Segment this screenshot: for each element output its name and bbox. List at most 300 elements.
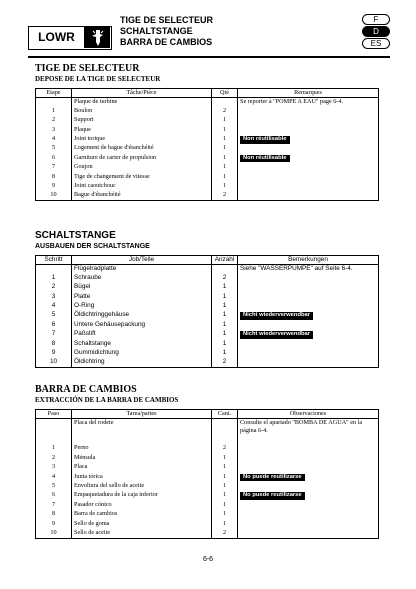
step-cell-text: 7 — [51, 163, 56, 171]
header-rule — [28, 56, 390, 58]
not-reusable-badge: Non réutilisable — [240, 155, 290, 163]
part-cell — [72, 435, 212, 444]
step-cell-text: 10 — [50, 528, 57, 536]
step-cell-text: 2 — [51, 283, 56, 291]
remark-cell-text: Siehe "WASSERPUMPE" auf Seite 6-4. — [240, 265, 353, 272]
column-header: Tâche/Pièce — [72, 89, 212, 98]
qty-cell — [212, 154, 238, 163]
step-cell-text: 9 — [51, 349, 56, 357]
part-cell-text: Garniture de carter de propulsion — [74, 153, 157, 161]
table-row — [36, 283, 379, 292]
table-row — [36, 491, 379, 500]
part-cell-text: Plaque de turbine — [74, 98, 118, 105]
qty-cell-text: 1 — [222, 182, 227, 190]
step-cell-text: 4 — [51, 302, 56, 310]
not-reusable-badge: Nicht wiederverwendbar — [240, 312, 313, 320]
remark-cell — [238, 173, 379, 182]
section-de — [35, 230, 378, 368]
page-header — [28, 14, 390, 54]
part-cell — [72, 135, 212, 144]
qty-cell — [212, 330, 238, 339]
remark-cell — [238, 491, 379, 500]
remark-cell — [238, 444, 379, 453]
table-row — [36, 482, 379, 491]
step-cell — [36, 311, 72, 320]
qty-cell — [212, 454, 238, 463]
column-header: Tarea/partes — [72, 410, 212, 419]
not-reusable-badge: No puede reutilizarse — [240, 474, 305, 482]
table-row — [36, 116, 379, 125]
remark-cell — [238, 126, 379, 135]
qty-cell — [212, 116, 238, 125]
section-title: BARRA DE CAMBIOS — [35, 384, 137, 395]
part-cell-text: Platte — [74, 292, 91, 300]
qty-cell-text: 1 — [222, 481, 227, 489]
table-row — [36, 265, 379, 274]
part-cell — [72, 482, 212, 491]
column-header: Cant. — [212, 410, 238, 419]
remark-cell — [238, 435, 379, 444]
table-row — [36, 358, 379, 367]
step-cell-text: 3 — [51, 125, 56, 133]
table-row — [36, 529, 379, 538]
remark-cell — [238, 98, 379, 107]
step-cell-text: 4 — [51, 135, 56, 143]
step-cell — [36, 349, 72, 358]
step-cell — [36, 126, 72, 135]
step-cell — [36, 473, 72, 482]
qty-cell — [212, 473, 238, 482]
qty-cell — [212, 444, 238, 453]
step-cell-text: 2 — [51, 116, 56, 124]
section-subtitle: EXTRACCIÓN DE LA BARRA DE CAMBIOS — [35, 396, 179, 404]
remark-cell — [238, 302, 379, 311]
qty-cell — [212, 501, 238, 510]
chapter-label: LOWR — [29, 27, 85, 48]
step-cell-text: 9 — [51, 182, 56, 190]
part-cell — [72, 501, 212, 510]
qty-cell — [212, 435, 238, 444]
step-cell-text: 3 — [51, 292, 56, 300]
part-cell-text: Perno — [74, 444, 89, 452]
qty-cell-text: 1 — [222, 144, 227, 152]
remark-cell — [238, 529, 379, 538]
step-cell-text: 7 — [51, 500, 56, 508]
step-cell — [36, 529, 72, 538]
part-cell-text: Paßstift — [74, 330, 96, 338]
step-cell-text: 9 — [51, 519, 56, 527]
table-row — [36, 126, 379, 135]
not-reusable-badge: Non réutilisable — [240, 136, 290, 144]
step-cell — [36, 340, 72, 349]
qty-cell-text: 1 — [222, 302, 227, 310]
part-cell — [72, 419, 212, 436]
remark-cell — [238, 330, 379, 339]
step-cell-text: 5 — [51, 311, 56, 319]
qty-cell — [212, 482, 238, 491]
remark-cell-text: Se reporter à "POMPE A EAU" page 6-4. — [240, 98, 344, 105]
qty-cell — [212, 293, 238, 302]
part-cell — [72, 321, 212, 330]
remark-cell — [238, 163, 379, 172]
section-subtitle: DEPOSE DE LA TIGE DE SELECTEUR — [35, 75, 161, 83]
part-cell — [72, 444, 212, 453]
part-cell — [72, 491, 212, 500]
step-cell-text: 6 — [51, 320, 56, 328]
qty-cell-text: 1 — [222, 339, 227, 347]
qty-cell-text: 1 — [222, 283, 227, 291]
step-cell — [36, 435, 72, 444]
table-row — [36, 182, 379, 191]
qty-cell-text: 1 — [222, 491, 227, 499]
step-cell-text: 5 — [51, 481, 56, 489]
header-titles — [120, 15, 213, 48]
qty-cell-text: 1 — [222, 349, 227, 357]
column-header: Observaciones — [238, 410, 379, 419]
remark-cell — [238, 154, 379, 163]
step-cell — [36, 135, 72, 144]
remark-cell-text: Consulte el apartado "BOMBA DE AGUA" en la página 6-4. — [240, 419, 363, 434]
qty-cell — [212, 144, 238, 153]
header-title-es: BARRA DE CAMBIOS — [120, 37, 213, 47]
part-cell-text: Empaquetadura de la caja inferior — [74, 491, 158, 499]
remark-cell — [238, 340, 379, 349]
remark-cell — [238, 116, 379, 125]
part-cell — [72, 330, 212, 339]
column-header: Bemerkungen — [238, 256, 379, 265]
part-cell-text: Boulon — [74, 106, 93, 114]
qty-cell — [212, 107, 238, 116]
qty-cell — [212, 520, 238, 529]
remark-cell — [238, 321, 379, 330]
part-cell-text: Sello de aceite — [74, 528, 111, 536]
lower-unit-icon — [85, 27, 110, 48]
qty-cell-text: 1 — [222, 292, 227, 300]
language-tab-f: F — [362, 14, 390, 25]
qty-cell — [212, 311, 238, 320]
table-row — [36, 419, 379, 436]
qty-cell-text: 1 — [222, 320, 227, 328]
step-cell-text: 1 — [51, 106, 56, 114]
part-cell — [72, 283, 212, 292]
step-cell — [36, 444, 72, 453]
parts-table — [35, 409, 379, 539]
step-cell — [36, 302, 72, 311]
part-cell — [72, 107, 212, 116]
column-header: Paso — [36, 410, 72, 419]
part-cell — [72, 293, 212, 302]
qty-cell — [212, 302, 238, 311]
step-cell-text: 1 — [51, 273, 56, 281]
step-cell — [36, 491, 72, 500]
column-header: Remarques — [238, 89, 379, 98]
table-row — [36, 473, 379, 482]
qty-cell — [212, 173, 238, 182]
part-cell — [72, 154, 212, 163]
qty-cell-text: 2 — [222, 528, 227, 536]
qty-cell-text: 1 — [222, 519, 227, 527]
step-cell — [36, 501, 72, 510]
part-cell-text: Bague d'étanchéité — [74, 191, 121, 199]
part-cell-text: Placa del rodete — [74, 419, 114, 426]
qty-cell-text: 2 — [222, 106, 227, 114]
part-cell — [72, 173, 212, 182]
step-cell — [36, 274, 72, 283]
part-cell-text: Barra de cambios — [74, 510, 118, 518]
step-cell — [36, 358, 72, 367]
section-subtitle: AUSBAUEN DER SCHALTSTANGE — [35, 243, 150, 250]
step-cell-text: 4 — [51, 472, 56, 480]
column-header: Etape — [36, 89, 72, 98]
remark-cell — [238, 283, 379, 292]
step-cell — [36, 107, 72, 116]
part-cell-text: Logement de bague d'étanchéité — [74, 144, 154, 152]
remark-cell — [238, 482, 379, 491]
step-cell — [36, 454, 72, 463]
table-row — [36, 349, 379, 358]
part-cell — [72, 182, 212, 191]
section-title: SCHALTSTANGE — [35, 230, 116, 241]
part-cell-text: Öldichtringgehäuse — [74, 311, 130, 319]
qty-cell-text: 1 — [222, 125, 227, 133]
table-row — [36, 293, 379, 302]
part-cell-text: Flügelradplatte — [74, 265, 117, 272]
qty-cell — [212, 349, 238, 358]
remark-cell — [238, 349, 379, 358]
step-cell-text: 8 — [51, 510, 56, 518]
table-row — [36, 463, 379, 472]
qty-cell — [212, 510, 238, 519]
step-cell — [36, 293, 72, 302]
part-cell — [72, 126, 212, 135]
table-row — [36, 311, 379, 320]
part-cell-text: Joint caoutchouc — [74, 182, 116, 190]
qty-cell-text: 1 — [222, 172, 227, 180]
part-cell — [72, 98, 212, 107]
table-row — [36, 135, 379, 144]
table-row — [36, 191, 379, 200]
part-cell-text: Bügel — [74, 283, 91, 291]
qty-cell-text: 1 — [222, 472, 227, 480]
step-cell — [36, 163, 72, 172]
step-cell-text: 7 — [51, 330, 56, 338]
remark-cell — [238, 107, 379, 116]
qty-cell — [212, 98, 238, 107]
part-cell-text: Pasador cónico — [74, 500, 112, 508]
part-cell — [72, 144, 212, 153]
remark-cell — [238, 265, 379, 274]
part-cell — [72, 116, 212, 125]
header-title-fr: TIGE DE SELECTEUR — [120, 15, 214, 25]
qty-cell — [212, 163, 238, 172]
part-cell — [72, 510, 212, 519]
step-cell — [36, 116, 72, 125]
qty-cell — [212, 529, 238, 538]
step-cell — [36, 463, 72, 472]
part-cell — [72, 454, 212, 463]
remark-cell — [238, 419, 379, 436]
section-fr — [35, 63, 378, 201]
column-header: Job/Teile — [72, 256, 212, 265]
column-header: Anzahl — [212, 256, 238, 265]
part-cell — [72, 265, 212, 274]
step-cell — [36, 154, 72, 163]
qty-cell — [212, 321, 238, 330]
remark-cell — [238, 311, 379, 320]
qty-cell — [212, 419, 238, 436]
part-cell-text: Support — [74, 116, 94, 124]
qty-cell — [212, 274, 238, 283]
table-row — [36, 163, 379, 172]
table-row — [36, 340, 379, 349]
table-row — [36, 144, 379, 153]
step-cell-text: 2 — [51, 453, 56, 461]
part-cell-text: Junta tórica — [74, 472, 103, 480]
step-cell — [36, 265, 72, 274]
part-cell-text: Schraube — [74, 273, 102, 281]
remark-cell — [238, 501, 379, 510]
not-reusable-badge: Nicht wiederverwendbar — [240, 331, 313, 339]
language-tab-es: ES — [362, 38, 390, 49]
step-cell-text: 8 — [51, 339, 56, 347]
remark-cell — [238, 473, 379, 482]
step-cell-text: 1 — [51, 444, 56, 452]
step-cell-text: 5 — [51, 144, 56, 152]
column-header: Qté — [212, 89, 238, 98]
table-row — [36, 274, 379, 283]
remark-cell — [238, 293, 379, 302]
qty-cell — [212, 463, 238, 472]
table-row — [36, 154, 379, 163]
table-row — [36, 435, 379, 444]
remark-cell — [238, 358, 379, 367]
not-reusable-badge: No puede reutilizarse — [240, 492, 305, 500]
part-cell — [72, 311, 212, 320]
part-cell-text: Schaltstange — [74, 339, 111, 347]
qty-cell — [212, 265, 238, 274]
qty-cell-text: 2 — [222, 358, 227, 366]
qty-cell-text: 1 — [222, 453, 227, 461]
part-cell-text: O-Ring — [74, 302, 95, 310]
parts-table — [35, 88, 379, 201]
step-cell — [36, 321, 72, 330]
table-row — [36, 98, 379, 107]
step-cell — [36, 144, 72, 153]
part-cell — [72, 463, 212, 472]
qty-cell-text: 1 — [222, 153, 227, 161]
table-row — [36, 520, 379, 529]
table-row — [36, 173, 379, 182]
table-row — [36, 107, 379, 116]
qty-cell — [212, 126, 238, 135]
table-row — [36, 330, 379, 339]
remark-cell — [238, 454, 379, 463]
qty-cell-text: 1 — [222, 463, 227, 471]
step-cell — [36, 191, 72, 200]
part-cell-text: Goujon — [74, 163, 93, 171]
qty-cell-text: 1 — [222, 311, 227, 319]
table-row — [36, 321, 379, 330]
part-cell — [72, 340, 212, 349]
remark-cell — [238, 274, 379, 283]
qty-cell-text: 1 — [222, 135, 227, 143]
step-cell-text: 10 — [49, 358, 58, 366]
qty-cell-text: 2 — [222, 191, 227, 199]
part-cell-text: Plaque — [74, 125, 91, 133]
remark-cell — [238, 191, 379, 200]
language-tabs — [362, 14, 390, 50]
step-cell — [36, 98, 72, 107]
step-cell — [36, 419, 72, 436]
table-row — [36, 454, 379, 463]
qty-cell — [212, 491, 238, 500]
qty-cell — [212, 135, 238, 144]
qty-cell-text: 1 — [222, 163, 227, 171]
step-cell-text: 10 — [50, 191, 57, 199]
part-cell — [72, 349, 212, 358]
remark-cell — [238, 135, 379, 144]
part-cell-text: Placa — [74, 463, 88, 471]
part-cell-text: Sello de goma — [74, 519, 110, 527]
part-cell-text: Öldichtring — [74, 358, 105, 366]
part-cell — [72, 529, 212, 538]
page-number: 6-6 — [202, 556, 214, 563]
remark-cell — [238, 510, 379, 519]
header-title-de: SCHALTSTANGE — [120, 26, 193, 36]
remark-cell — [238, 463, 379, 472]
table-row — [36, 501, 379, 510]
qty-cell — [212, 283, 238, 292]
step-cell — [36, 482, 72, 491]
step-cell — [36, 182, 72, 191]
part-cell-text: Ménsula — [74, 453, 96, 461]
part-cell-text: Joint torique — [74, 135, 106, 143]
remark-cell — [238, 144, 379, 153]
part-cell — [72, 473, 212, 482]
step-cell — [36, 520, 72, 529]
chapter-box — [28, 26, 112, 50]
part-cell-text: Envoltura del sello de aceite — [74, 481, 145, 489]
part-cell — [72, 520, 212, 529]
remark-cell — [238, 182, 379, 191]
qty-cell-text: 1 — [222, 500, 227, 508]
step-cell — [36, 283, 72, 292]
qty-cell-text: 2 — [222, 444, 227, 452]
qty-cell — [212, 340, 238, 349]
qty-cell — [212, 182, 238, 191]
step-cell-text: 6 — [51, 153, 56, 161]
step-cell-text: 8 — [51, 172, 56, 180]
step-cell-text: 6 — [51, 491, 56, 499]
part-cell — [72, 358, 212, 367]
part-cell — [72, 274, 212, 283]
part-cell-text: Gummidichtung — [74, 349, 119, 357]
step-cell — [36, 330, 72, 339]
qty-cell-text: 1 — [222, 330, 227, 338]
qty-cell-text: 2 — [222, 273, 227, 281]
step-cell — [36, 510, 72, 519]
qty-cell — [212, 191, 238, 200]
qty-cell-text: 1 — [222, 116, 227, 124]
column-header: Schritt — [36, 256, 72, 265]
part-cell — [72, 191, 212, 200]
step-cell-text: 3 — [51, 463, 56, 471]
step-cell — [36, 173, 72, 182]
language-tab-d: D — [362, 26, 390, 37]
parts-table — [35, 255, 379, 368]
table-row — [36, 510, 379, 519]
part-cell — [72, 163, 212, 172]
